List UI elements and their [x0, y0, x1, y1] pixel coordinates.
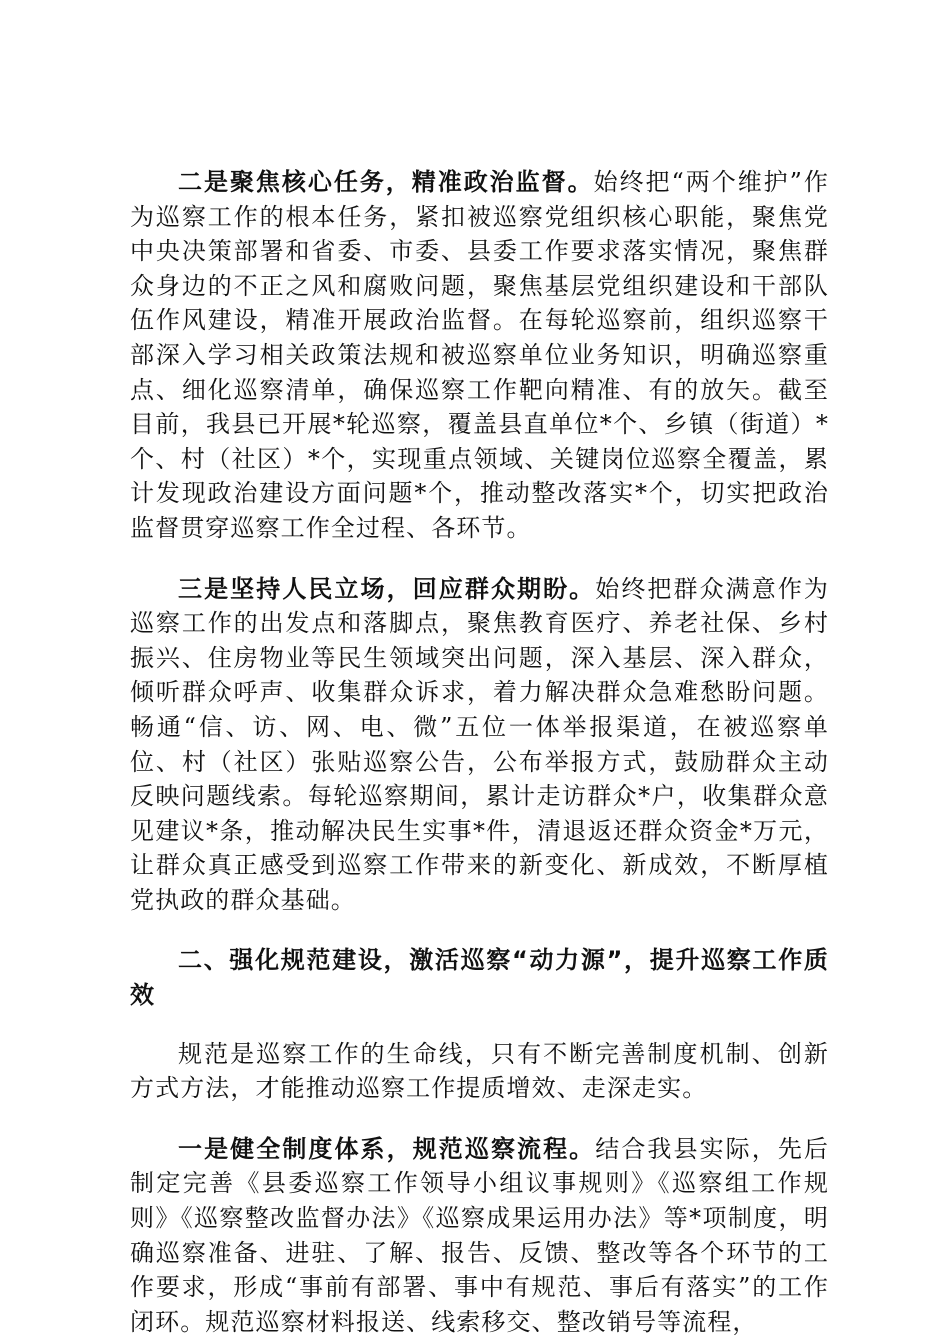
- paragraph-lead: 二是聚焦核心任务，精准政治监督。: [178, 168, 594, 196]
- paragraph-body: 结合我县实际，先后制定完善《县委巡察工作领导小组议事规则》《巡察组工作规则》《巡察整改监督办法》《巡察成果运用办法》等*项制度，明确巡察准备、进驻、了解、报告、反馈、整改等各个环节的工作要求，形成“事前有部署、事中有规范、事后有落实”的工作闭环。规范巡察材料报送、线索移交、整改销号等流程，: [130, 1134, 829, 1336]
- paragraph-focus-core-tasks: [130, 165, 829, 546]
- section-intro: 规范是巡察工作的生命线，只有不断完善制度机制、创新方式方法，才能推动巡察工作提质增效、走深走实。: [130, 1039, 829, 1103]
- paragraph-people-stance: [130, 572, 829, 918]
- paragraph-body: 始终把群众满意作为巡察工作的出发点和落脚点，聚焦教育医疗、养老社保、乡村振兴、住房物业等民生领域突出问题，深入基层、深入群众，倾听群众呼声、收集群众诉求，着力解决群众急难愁盼问题。畅通“信、访、网、电、微”五位一体举报渠道，在被巡察单位、村（社区）张贴巡察公告，公布举报方式，鼓励群众主动反映问题线索。每轮巡察期间，累计走访群众*户，收集群众意见建议*条，推动解决民生实事*件，清退返还群众资金*万元，让群众真正感受到巡察工作带来的新变化、新成效，不断厚植党执政的群众基础。: [130, 574, 829, 914]
- paragraph-lead: 三是坚持人民立场，回应群众期盼。: [178, 574, 596, 603]
- paragraph-lead: 一是健全制度体系，规范巡察流程。: [178, 1134, 596, 1163]
- paragraph-system-building: [130, 1132, 829, 1340]
- section-heading: 二、强化规范建设，激活巡察“动力源”，提升巡察工作质效: [130, 946, 829, 1010]
- paragraph-body: 始终把“两个维护”作为巡察工作的根本任务，紧扣被巡察党组织核心职能，聚焦党中央决策部署和省委、市委、县委工作要求落实情况，聚焦群众身边的不正之风和腐败问题，聚焦基层党组织建设和干部队伍作风建设，精准开展政治监督。在每轮巡察前，组织巡察干部深入学习相关政策法规和被巡察单位业务知识，明确巡察重点、细化巡察清单，确保巡察工作靶向精准、有的放矢。截至目前，我县已开展*轮巡察，覆盖县直单位*个、乡镇（街道）*个、村（社区）*个，实现重点领域、关键岗位巡察全覆盖，累计发现政治建设方面问题*个，推动整改落实*个，切实把政治监督贯穿巡察工作全过程、各环节。: [130, 168, 829, 542]
